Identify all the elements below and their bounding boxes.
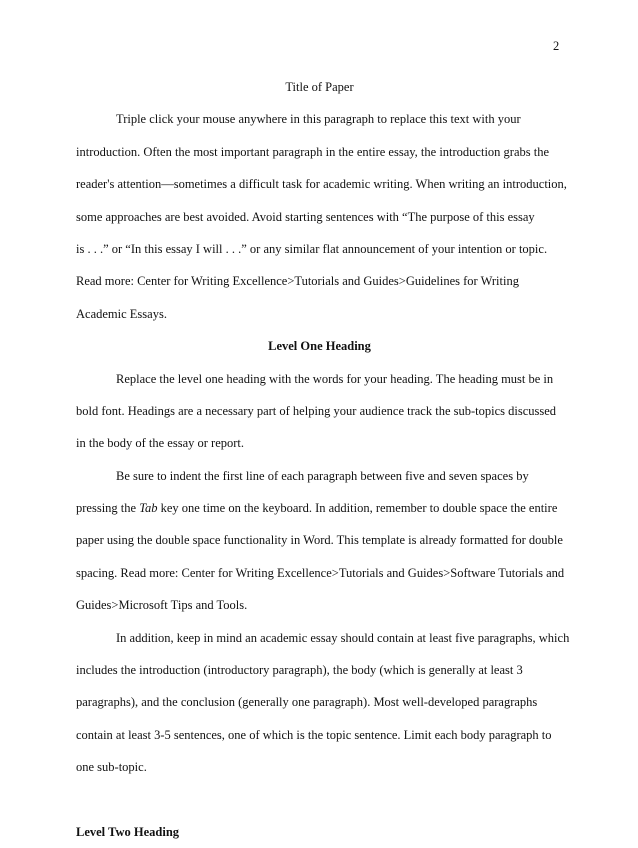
paragraph-3-line-2-start: pressing the xyxy=(76,501,140,516)
level-one-heading: Level One Heading xyxy=(268,339,371,354)
paper-title: Title of Paper xyxy=(285,80,354,94)
document-body xyxy=(76,71,570,848)
intro-line-3: reader's attention—sometimes a difficult task for academic writing. When writing an introduction, xyxy=(76,177,567,192)
intro-line-5: is . . .” or “In this essay I will . . .” or any similar flat announcement of your intention or topic. xyxy=(76,241,548,256)
paragraph-4-line-1: In addition, keep in mind an academic essay should contain at least five paragraphs, which xyxy=(116,630,570,645)
paragraph-4-line-5: one sub-topic. xyxy=(76,760,147,775)
page-number: 2 xyxy=(553,39,560,53)
paragraph-2-line-3: in the body of the essay or report. xyxy=(76,436,245,451)
paragraph-3-line-5: Guides>Microsoft Tips and Tools. xyxy=(76,598,248,613)
paragraph-4-line-3: paragraphs), and the conclusion (generally one paragraph). Most well-developed paragraphs xyxy=(76,695,538,710)
paragraph-4-line-2: includes the introduction (introductory paragraph), the body (which is generally at least 3 xyxy=(76,663,523,678)
level-two-heading: Level Two Heading xyxy=(76,824,180,839)
intro-line-6: Read more: Center for Writing Excellence>Tutorials and Guides>Guidelines for Writing xyxy=(76,274,519,289)
paragraph-2-line-2: bold font. Headings are a necessary part of helping your audience track the sub-topics discussed xyxy=(76,403,557,418)
paragraph-3-line-2-end: key one time on the keyboard. In addition, remember to double space the entire xyxy=(157,501,558,516)
paragraph-3-line-3: paper using the double space functionality in Word. This template is already formatted for double xyxy=(76,533,563,548)
intro-line-7: Academic Essays. xyxy=(76,306,167,321)
paragraph-2-line-1: Replace the level one heading with the words for your heading. The heading must be in xyxy=(116,371,554,386)
paragraph-3-line-1: Be sure to indent the first line of each paragraph between five and seven spaces by xyxy=(116,468,529,483)
intro-line-2: introduction. Often the most important paragraph in the entire essay, the introduction grabs the xyxy=(76,144,550,159)
blank-line xyxy=(76,784,563,816)
intro-line-4: some approaches are best avoided. Avoid starting sentences with “The purpose of this essay xyxy=(76,209,535,224)
tab-key-text: Tab xyxy=(139,501,158,516)
paragraph-3-line-4: spacing. Read more: Center for Writing Excellence>Tutorials and Guides>Software Tutorials and xyxy=(76,565,565,580)
intro-line-1: Triple click your mouse anywhere in this paragraph to replace this text with your xyxy=(116,112,521,127)
paragraph-3-line-2 xyxy=(76,492,563,524)
paragraph-4-line-4: contain at least 3-5 sentences, one of which is the topic sentence. Limit each body paragraph to xyxy=(76,727,552,742)
